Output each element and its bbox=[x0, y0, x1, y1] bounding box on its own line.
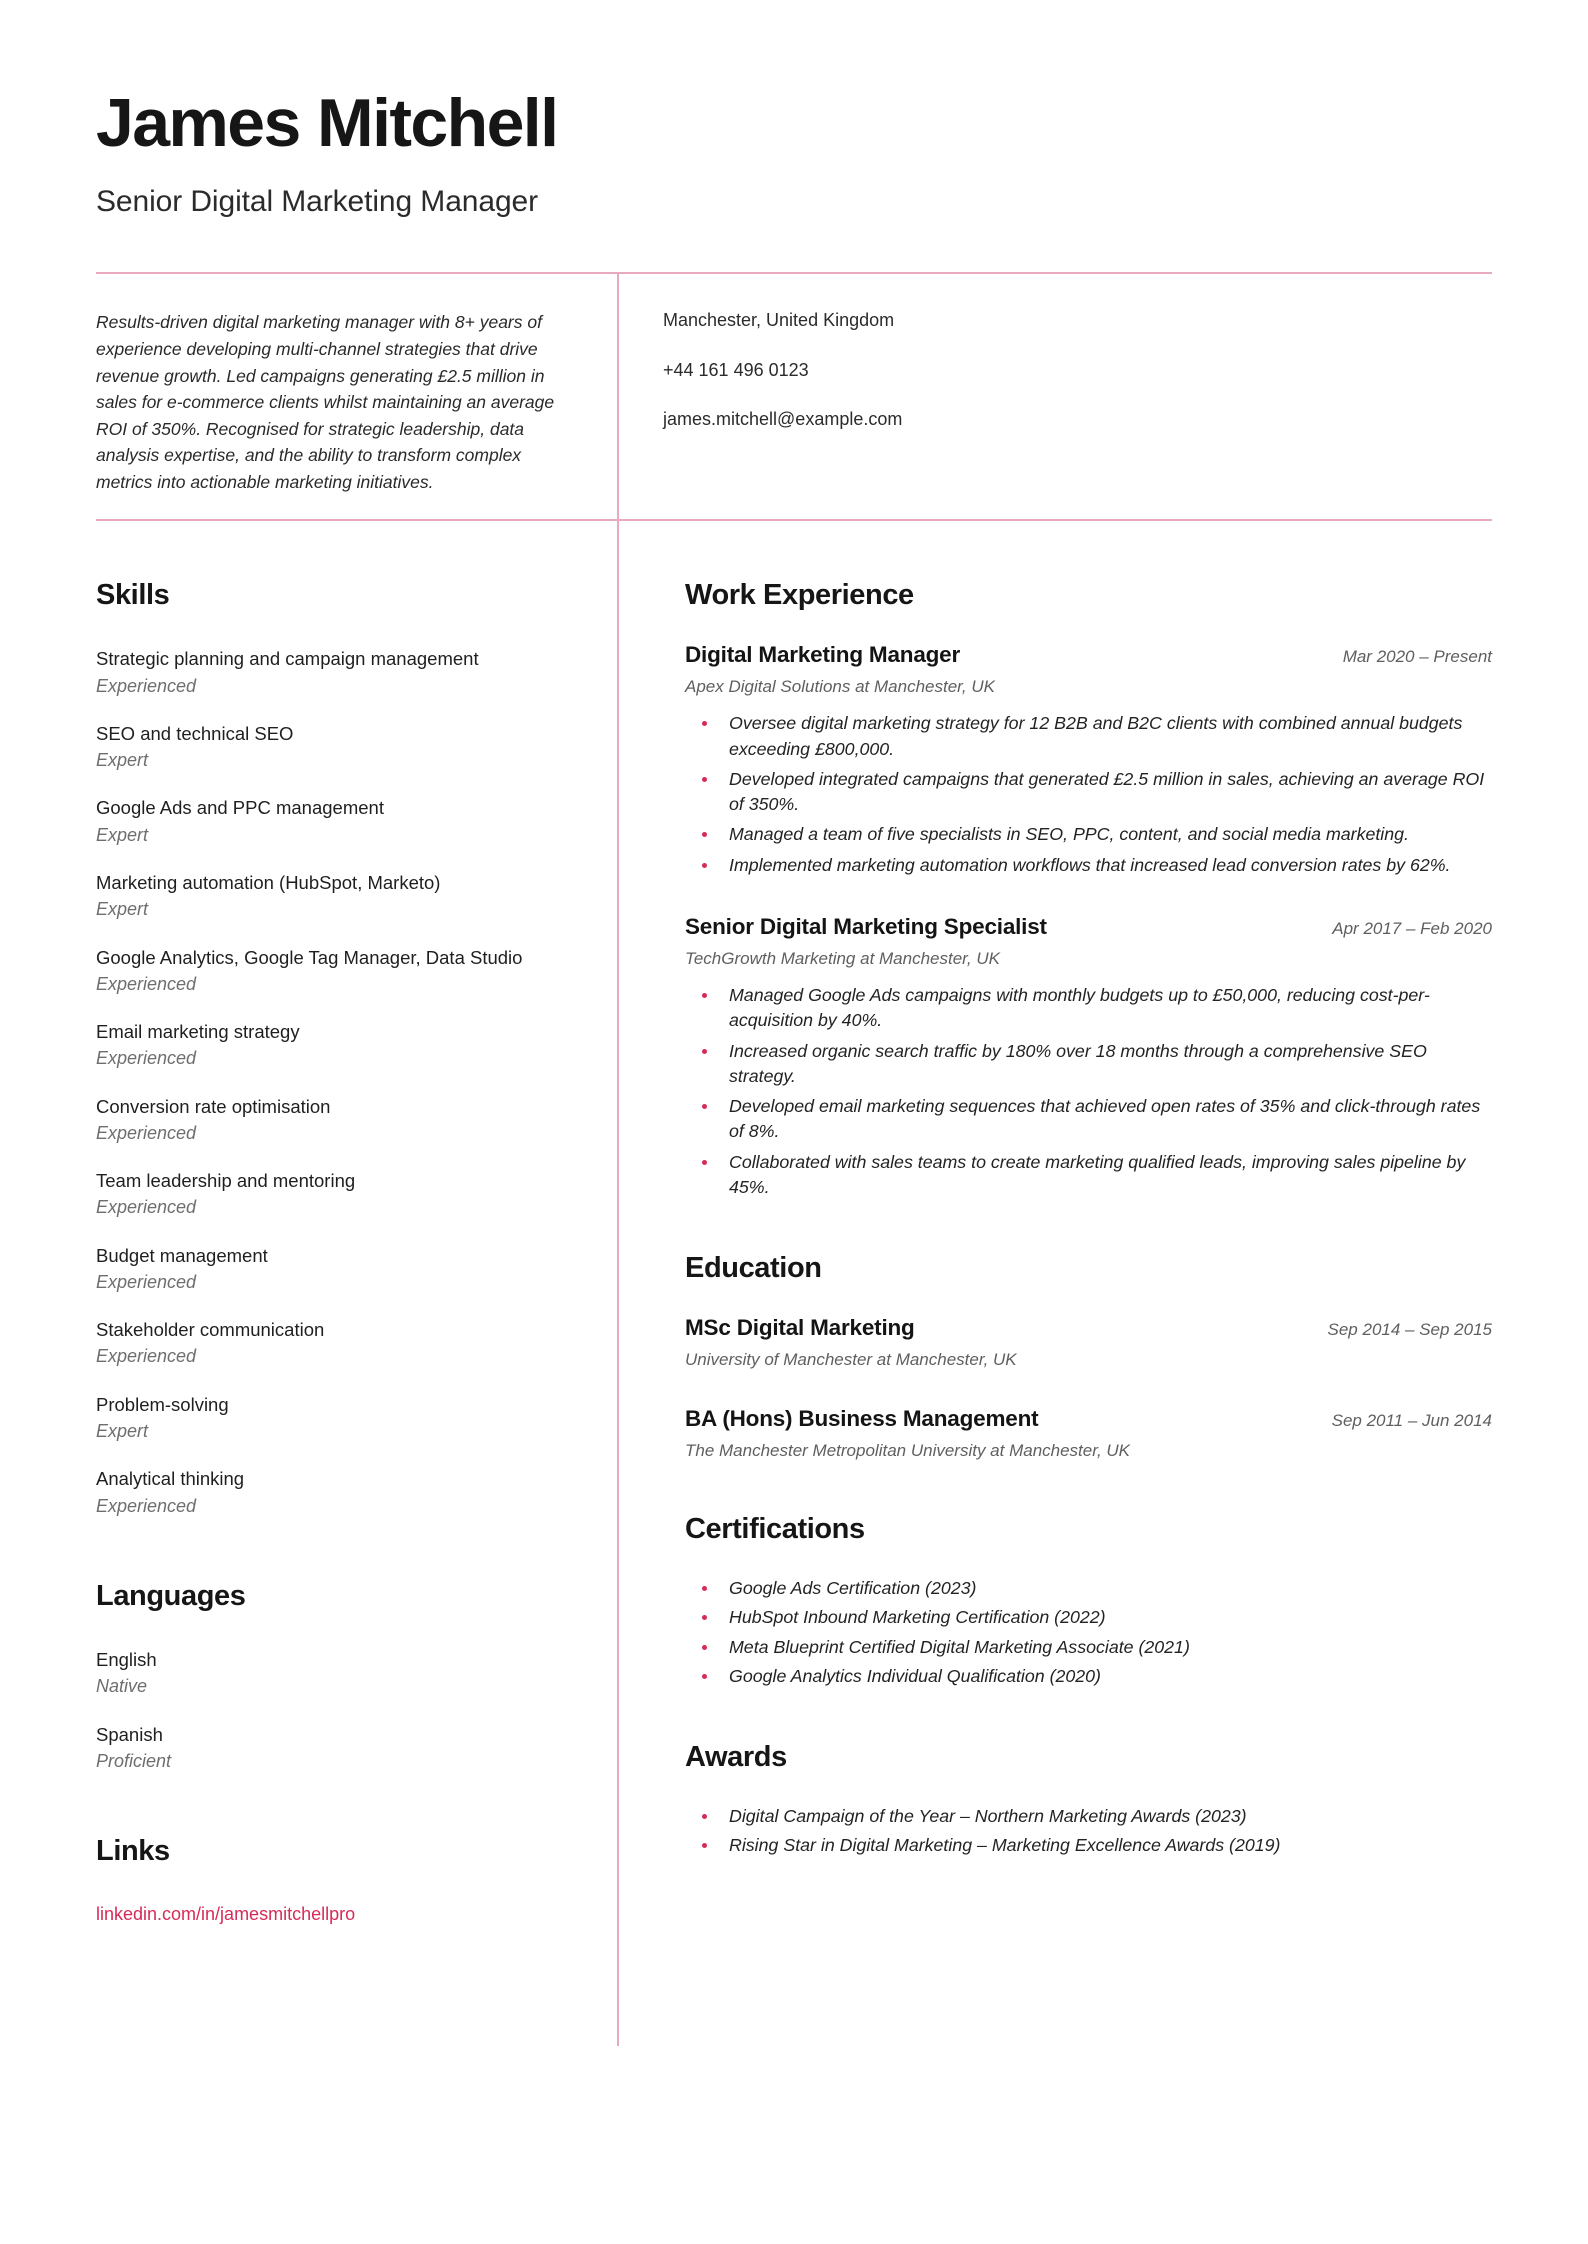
education-degree: BA (Hons) Business Management bbox=[685, 1406, 1039, 1432]
skills-section bbox=[96, 579, 571, 1518]
certification-item: HubSpot Inbound Marketing Certification (2022) bbox=[685, 1605, 1492, 1630]
certification-item: Meta Blueprint Certified Digital Marketing Associate (2021) bbox=[685, 1635, 1492, 1660]
skill-item bbox=[96, 1168, 571, 1220]
experience-company: TechGrowth Marketing at Manchester, UK bbox=[685, 948, 1000, 968]
skill-name: Analytical thinking bbox=[96, 1468, 245, 1490]
awards-title: Awards bbox=[685, 1741, 787, 1774]
skill-level: Experienced bbox=[96, 675, 197, 696]
skill-level: Expert bbox=[96, 824, 149, 845]
education-institution: The Manchester Metropolitan University at Manchester, UK bbox=[685, 1441, 1131, 1461]
link-linkedin[interactable]: linkedin.com/in/jamesmitchellpro bbox=[96, 1904, 356, 1925]
certifications-section bbox=[685, 1513, 1492, 1689]
skill-name: Problem-solving bbox=[96, 1393, 229, 1415]
skill-level: Expert bbox=[96, 750, 149, 771]
education-entry bbox=[685, 1315, 1492, 1370]
skill-item bbox=[96, 1094, 571, 1146]
bullet-item: Implemented marketing automation workflows that increased lead conversion rates by 62%. bbox=[685, 853, 1492, 878]
skill-level: Experienced bbox=[96, 1122, 197, 1143]
awards-list bbox=[685, 1804, 1492, 1859]
language-level: Proficient bbox=[96, 1750, 172, 1771]
bullet-item: Managed a team of five specialists in SEO, PPC, content, and social media marketing. bbox=[685, 822, 1492, 847]
experience-entry bbox=[685, 914, 1492, 1200]
contact-location: Manchester, United Kingdom bbox=[663, 310, 895, 331]
award-item: Rising Star in Digital Marketing – Marketing Excellence Awards (2019) bbox=[685, 1833, 1492, 1858]
resume-header bbox=[0, 0, 1588, 219]
education-entry-header bbox=[685, 1406, 1492, 1432]
certifications-title: Certifications bbox=[685, 1513, 865, 1546]
skill-level: Experienced bbox=[96, 973, 197, 994]
right-column bbox=[619, 521, 1492, 2046]
language-item bbox=[96, 1722, 571, 1774]
skill-name: Google Analytics, Google Tag Manager, Data Studio bbox=[96, 946, 523, 968]
skill-item bbox=[96, 721, 571, 773]
experience-role: Senior Digital Marketing Specialist bbox=[685, 913, 1047, 939]
experience-bullets bbox=[685, 711, 1492, 878]
education-institution: University of Manchester at Manchester, UK bbox=[685, 1350, 1017, 1370]
education-entry-header bbox=[685, 1315, 1492, 1341]
skill-level: Experienced bbox=[96, 1197, 197, 1218]
education-degree: MSc Digital Marketing bbox=[685, 1315, 915, 1341]
skill-level: Experienced bbox=[96, 1271, 197, 1292]
work-experience-section bbox=[685, 579, 1492, 1200]
experience-role: Digital Marketing Manager bbox=[685, 642, 961, 668]
skill-item bbox=[96, 795, 571, 847]
skill-item bbox=[96, 1392, 571, 1444]
skill-level: Expert bbox=[96, 899, 149, 920]
skill-item bbox=[96, 1019, 571, 1071]
skill-name: Stakeholder communication bbox=[96, 1319, 325, 1341]
resume-body bbox=[0, 521, 1588, 2046]
skills-title: Skills bbox=[96, 579, 170, 612]
work-experience-title: Work Experience bbox=[685, 579, 914, 612]
skill-name: SEO and technical SEO bbox=[96, 722, 294, 744]
skill-name: Email marketing strategy bbox=[96, 1021, 300, 1043]
skill-item bbox=[96, 1317, 571, 1369]
skill-level: Experienced bbox=[96, 1048, 197, 1069]
experience-entry-header bbox=[685, 914, 1492, 940]
education-section bbox=[685, 1252, 1492, 1461]
skill-level: Experienced bbox=[96, 1495, 197, 1516]
bullet-item: Collaborated with sales teams to create marketing qualified leads, improving sales pipeline by 45%. bbox=[685, 1150, 1492, 1201]
skill-name: Strategic planning and campaign management bbox=[96, 648, 479, 670]
bullet-item: Developed integrated campaigns that generated £2.5 million in sales, achieving an average ROI of 350%. bbox=[685, 767, 1492, 818]
skill-item bbox=[96, 945, 571, 997]
links-list bbox=[96, 1902, 571, 1927]
skill-level: Experienced bbox=[96, 1346, 197, 1367]
skill-item bbox=[96, 870, 571, 922]
languages-section bbox=[96, 1580, 571, 1773]
skill-name: Conversion rate optimisation bbox=[96, 1095, 331, 1117]
language-item bbox=[96, 1647, 571, 1699]
skill-name: Google Ads and PPC management bbox=[96, 797, 384, 819]
skill-name: Team leadership and mentoring bbox=[96, 1170, 356, 1192]
languages-title: Languages bbox=[96, 1579, 246, 1612]
certification-item: Google Analytics Individual Qualification (2020) bbox=[685, 1664, 1492, 1689]
professional-summary: Results-driven digital marketing manager with 8+ years of experience developing multi-channel strategies that drive revenue growth. Led campaigns generating £2.5 million in sales for e-commerce clients whilst maintaining an average ROI of 350%. Recognised for strategic leadership, data analysis expertise, and the ability to transform complex metrics into actionable marketing initiatives. bbox=[96, 312, 555, 492]
links-title: Links bbox=[96, 1835, 170, 1868]
language-name: Spanish bbox=[96, 1723, 163, 1745]
skill-item bbox=[96, 1466, 571, 1518]
education-date: Sep 2011 – Jun 2014 bbox=[1331, 1411, 1492, 1431]
skill-level: Expert bbox=[96, 1421, 149, 1442]
skill-name: Budget management bbox=[96, 1244, 268, 1266]
experience-entry bbox=[685, 642, 1492, 878]
links-section bbox=[96, 1835, 571, 1927]
skill-item bbox=[96, 1243, 571, 1295]
bullet-item: Increased organic search traffic by 180% over 18 months through a comprehensive SEO strategy. bbox=[685, 1039, 1492, 1090]
skill-name: Marketing automation (HubSpot, Marketo) bbox=[96, 872, 441, 894]
bullet-item: Developed email marketing sequences that achieved open rates of 35% and click-through rates of 8%. bbox=[685, 1094, 1492, 1145]
bullet-item: Managed Google Ads campaigns with monthly budgets up to £50,000, reducing cost-per-acquisition by 40%. bbox=[685, 983, 1492, 1034]
summary-column bbox=[96, 274, 616, 519]
education-entry bbox=[685, 1406, 1492, 1461]
contact-phone: +44 161 496 0123 bbox=[663, 359, 809, 380]
experience-entry-header bbox=[685, 642, 1492, 668]
language-name: English bbox=[96, 1648, 157, 1670]
bullet-item: Oversee digital marketing strategy for 12 B2B and B2C clients with combined annual budgets exceeding £800,000. bbox=[685, 711, 1492, 762]
education-title: Education bbox=[685, 1252, 822, 1285]
experience-bullets bbox=[685, 983, 1492, 1200]
experience-date: Apr 2017 – Feb 2020 bbox=[1332, 918, 1492, 938]
full-name: James Mitchell bbox=[96, 85, 558, 161]
award-item: Digital Campaign of the Year – Northern Marketing Awards (2023) bbox=[685, 1804, 1492, 1829]
awards-section bbox=[685, 1741, 1492, 1859]
summary-contact-row bbox=[0, 274, 1588, 519]
certification-item: Google Ads Certification (2023) bbox=[685, 1576, 1492, 1601]
contact-column bbox=[619, 274, 1492, 519]
skill-item bbox=[96, 646, 571, 698]
contact-email: james.mitchell@example.com bbox=[663, 409, 903, 430]
experience-date: Mar 2020 – Present bbox=[1342, 647, 1492, 667]
language-level: Native bbox=[96, 1676, 148, 1697]
left-column bbox=[96, 521, 617, 2046]
certifications-list bbox=[685, 1576, 1492, 1689]
job-title: Senior Digital Marketing Manager bbox=[96, 185, 539, 219]
experience-company: Apex Digital Solutions at Manchester, UK bbox=[685, 677, 995, 697]
education-date: Sep 2014 – Sep 2015 bbox=[1327, 1320, 1492, 1340]
